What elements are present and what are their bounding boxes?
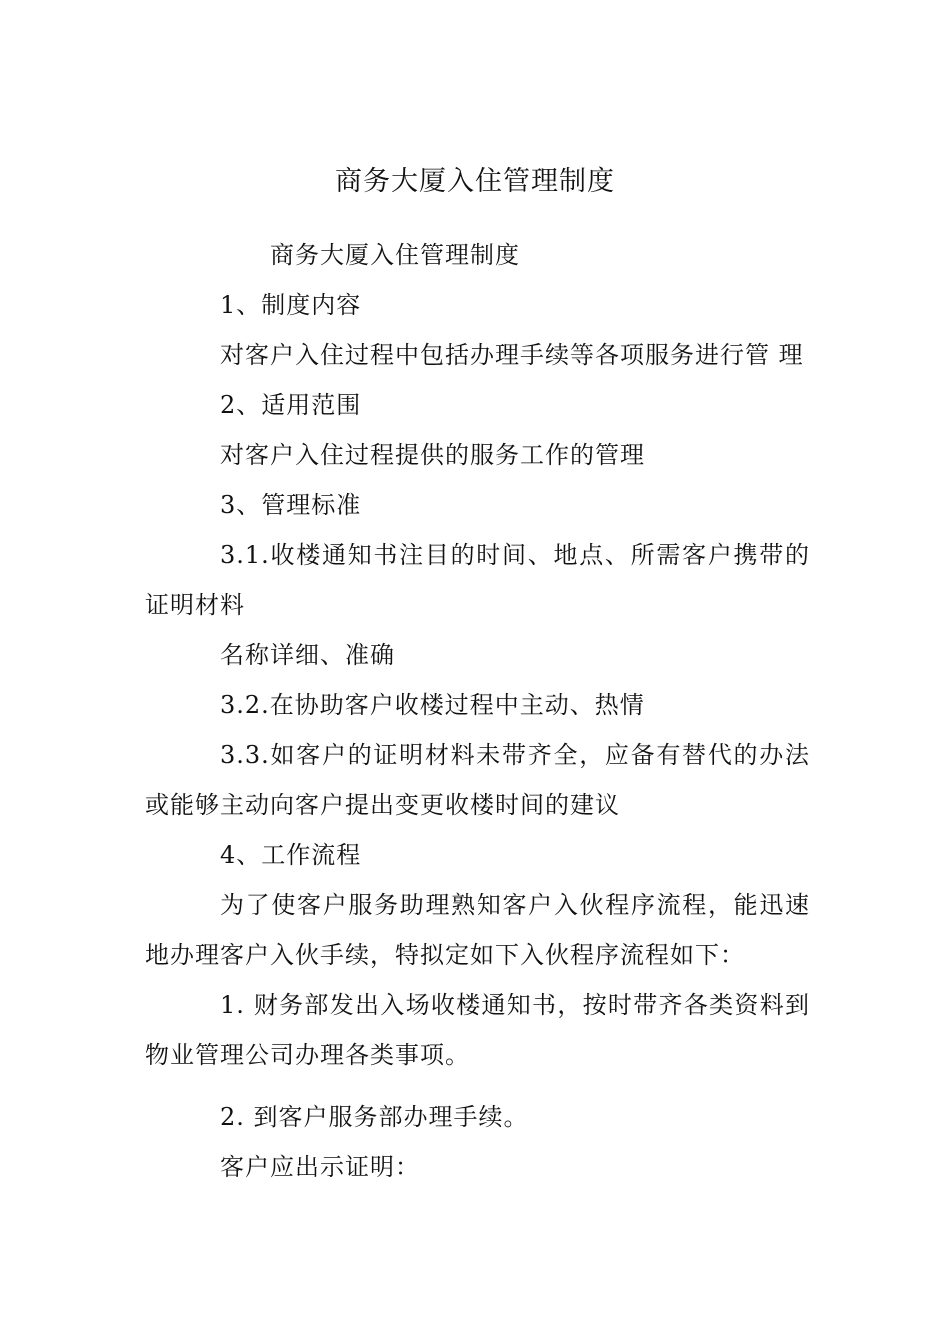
section-heading-4: 4、工作流程	[220, 841, 362, 869]
paragraph: 3.3.如客户的证明材料未带齐全，应备有替代的办法或能够主动向客户提出变更收楼时间的建议	[145, 741, 810, 819]
paragraph: 3.2.在协助客户收楼过程中主动、热情	[220, 691, 645, 719]
paragraph: 1. 财务部发出入场收楼通知书，按时带齐各类资料到物业管理公司办理各类事项。	[145, 991, 810, 1069]
paragraph: 对客户入住过程提供的服务工作的管理	[220, 441, 645, 469]
paragraph: 对客户入住过程中包括办理手续等各项服务进行管 理	[220, 341, 804, 369]
subtitle-paragraph: 商务大厦入住管理制度	[270, 241, 520, 269]
paragraph: 3.1.收楼通知书注目的时间、地点、所需客户携带的证明材料	[145, 541, 810, 619]
section-heading-2: 2、适用范围	[220, 391, 362, 419]
section-heading-1: 1、制度内容	[220, 291, 362, 319]
paragraph: 客户应出示证明：	[220, 1153, 420, 1181]
section-heading-3: 3、管理标准	[220, 491, 362, 519]
document-body	[145, 230, 810, 1192]
paragraph: 名称详细、准确	[220, 641, 395, 669]
paragraph: 2. 到客户服务部办理手续。	[220, 1103, 529, 1131]
paragraph: 为了使客户服务助理熟知客户入伙程序流程，能迅速地办理客户入伙手续，特拟定如下入伙程序流程如下：	[145, 891, 810, 969]
document-title: 商务大厦入住管理制度	[335, 166, 615, 197]
